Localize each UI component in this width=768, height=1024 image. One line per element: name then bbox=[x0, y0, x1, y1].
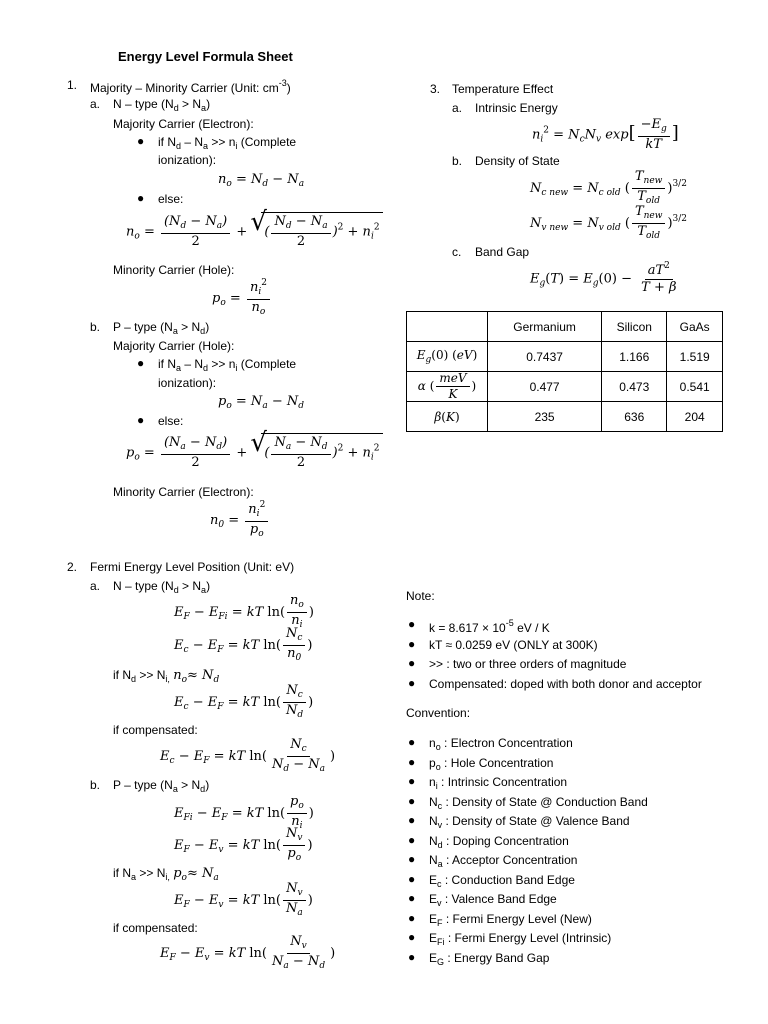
bullet-icon: ● bbox=[408, 755, 416, 769]
formula-ef-ev-p: $E_F - E_v$ = kT ln( $\frac{N_v}{p_o}$ ) bbox=[174, 826, 313, 863]
condition-na-text: if $N_a >> N_{i,}$ $p_o\approx N_a$ bbox=[113, 866, 219, 883]
convention-item: $E_v$ : Valence Band Edge bbox=[429, 892, 557, 908]
section-3-heading: Temperature Effect bbox=[452, 82, 554, 96]
bullet-icon: ● bbox=[408, 872, 416, 886]
section-3-number: 3. bbox=[430, 82, 441, 96]
section-1-heading: Majority – Minority Carrier (Unit: $cm^{-3}$) bbox=[90, 78, 291, 95]
section-3c-label: c. bbox=[452, 245, 462, 259]
bullet-icon: ● bbox=[408, 930, 416, 944]
table-cell: 1.166 bbox=[602, 342, 667, 372]
section-3c-heading: Band Gap bbox=[475, 245, 530, 259]
formula-no-complete: $n_o = N_d - N_a$ bbox=[218, 172, 305, 189]
formula-nv-new: $N_{v new} = N_{v old}$ ( $\frac{T_{new}}{T_{old}}$ )$^{3/2}$ bbox=[530, 204, 688, 241]
table-cell: 1.519 bbox=[667, 342, 723, 372]
bullet-icon: ● bbox=[137, 413, 145, 427]
formula-po-minority: $p_o$ = $\frac{n_i^2}{n_o}$ bbox=[212, 279, 272, 318]
bullet-icon: ● bbox=[408, 676, 416, 690]
formula-ef-ev-na: $E_F - E_v$ = kT ln( $\frac{N_v}{N_a}$ ) bbox=[174, 881, 313, 918]
else-label: else: bbox=[158, 192, 184, 206]
section-1-number: 1. bbox=[67, 78, 78, 92]
section-1b-heading: P – type $(N_a > N_d)$ bbox=[113, 320, 210, 336]
section-2-number: 2. bbox=[67, 560, 78, 574]
formula-po-complete: $p_o = N_a - N_d$ bbox=[218, 394, 305, 411]
formula-no-general: $n_o$ = $\frac{(N_d - N_a)}{2}$ + √ ( $\frac{N_d - N_a}{2}$ )$^2 + n_i^2$ bbox=[126, 212, 383, 249]
note-item: kT ≈ 0.0259 eV (ONLY at 300K) bbox=[429, 638, 598, 652]
note-item: $k = 8.617 \times 10^{-5}$ eV / K bbox=[429, 618, 550, 635]
formula-ef-efi: $E_F - E_{Fi}$ = kT ln( $\frac{n_o}{n_i}$ ) bbox=[174, 593, 314, 630]
row-label-alpha: α ( $\frac{\text{meV}}{K}$ ) bbox=[407, 372, 488, 402]
table-cell: 0.477 bbox=[488, 372, 602, 402]
condition-nd-text: if $N_d >> N_{i,}$ $n_o\approx N_d$ bbox=[113, 668, 220, 685]
table-header-cell: Silicon bbox=[602, 312, 667, 342]
bullet-icon: ● bbox=[408, 617, 416, 631]
convention-item: $E_c$ : Conduction Band Edge bbox=[429, 873, 575, 889]
formula-ec-ef-n: $E_c - E_F$ = kT ln( $\frac{N_c}{n_0}$ ) bbox=[174, 626, 313, 663]
majority-carrier-hole-label: Majority Carrier (Hole): bbox=[113, 339, 235, 353]
formula-ec-ef-nd: $E_c - E_F$ = kT ln( $\frac{N_c}{N_d}$ ) bbox=[174, 683, 314, 720]
formula-no-minority: $n_0$ = $\frac{n_i^2}{p_o}$ bbox=[210, 501, 270, 540]
condition-text: if $N_d - N_a >> n_i$ (Complete bbox=[158, 135, 297, 151]
table-cell: 204 bbox=[667, 402, 723, 432]
convention-title: Convention: bbox=[406, 706, 471, 720]
formula-ec-ef-comp: $E_c - E_F$ = kT ln( $\frac{N_c}{N_d - N_a}$ ) bbox=[160, 737, 336, 774]
convention-item: $N_v$ : Density of State @ Valence Band bbox=[429, 814, 630, 830]
bullet-icon: ● bbox=[408, 813, 416, 827]
bullet-icon: ● bbox=[408, 911, 416, 925]
section-2-heading: Fermi Energy Level Position (Unit: eV) bbox=[90, 560, 295, 574]
bullet-icon: ● bbox=[408, 852, 416, 866]
table-header-cell: Germanium bbox=[488, 312, 602, 342]
else-label: else: bbox=[158, 414, 184, 428]
convention-item: $E_G$ : Energy Band Gap bbox=[429, 951, 550, 967]
condition-text-cont: ionization): bbox=[158, 153, 217, 167]
compensated-label: if compensated: bbox=[113, 921, 198, 935]
table-header-row bbox=[407, 312, 723, 342]
row-label-eg0: $E_g(0)$ (eV) bbox=[407, 342, 488, 372]
bullet-icon: ● bbox=[408, 950, 416, 964]
section-1b-label: b. bbox=[90, 320, 101, 334]
table-header-cell: GaAs bbox=[667, 312, 723, 342]
table-cell: 636 bbox=[602, 402, 667, 432]
bullet-icon: ● bbox=[408, 735, 416, 749]
formula-ef-ev-comp: $E_F - E_v$ = kT ln( $\frac{N_v}{N_a - N_d}$ ) bbox=[160, 934, 336, 971]
note-title: Note: bbox=[406, 589, 435, 603]
section-3b-label: b. bbox=[452, 154, 463, 168]
table-cell: 235 bbox=[488, 402, 602, 432]
convention-item: $n_o$ : Electron Concentration bbox=[429, 736, 573, 752]
minority-carrier-electron-label: Minority Carrier (Electron): bbox=[113, 485, 254, 499]
note-item: Compensated: doped with both donor and acceptor bbox=[429, 677, 702, 691]
bullet-icon: ● bbox=[137, 191, 145, 205]
condition-text: if $N_a - N_d >> n_i$ (Complete bbox=[158, 357, 297, 373]
condition-text-cont: ionization): bbox=[158, 376, 217, 390]
bullet-icon: ● bbox=[137, 134, 145, 148]
section-1a-heading: N – type $(N_d > N_a)$ bbox=[113, 97, 211, 113]
formula-nc-new: $N_{c new} = N_{c old}$ ( $\frac{T_{new}}{T_{old}}$ )$^{3/2}$ bbox=[530, 169, 687, 206]
bullet-icon: ● bbox=[408, 891, 416, 905]
note-item: >> : two or three orders of magnitude bbox=[429, 657, 627, 671]
formula-efi-ef: $E_{Fi} - E_F$ = kT ln( $\frac{p_o}{n_i}$ ) bbox=[174, 794, 314, 831]
section-2b-heading: P – type $(N_a > N_d)$ bbox=[113, 778, 210, 794]
convention-item: $p_o$ : Hole Concentration bbox=[429, 756, 554, 772]
table-row bbox=[407, 342, 723, 372]
table-row bbox=[407, 402, 723, 432]
table-row bbox=[407, 372, 723, 402]
page-title: Energy Level Formula Sheet bbox=[118, 49, 293, 64]
bullet-icon: ● bbox=[408, 637, 416, 651]
bullet-icon: ● bbox=[137, 356, 145, 370]
table-header-cell bbox=[407, 312, 488, 342]
formula-po-general: $p_o$ = $\frac{(N_a - N_d)}{2}$ + √ ( $\frac{N_a - N_d}{2}$ )$^2 + n_i^2$ bbox=[126, 433, 383, 470]
section-2a-heading: N – type $(N_d > N_a)$ bbox=[113, 579, 211, 595]
bullet-icon: ● bbox=[408, 794, 416, 808]
minority-carrier-hole-label: Minority Carrier (Hole): bbox=[113, 263, 235, 277]
compensated-label: if compensated: bbox=[113, 723, 198, 737]
majority-carrier-electron-label: Majority Carrier (Electron): bbox=[113, 117, 254, 131]
convention-item: $N_c$ : Density of State @ Conduction Band bbox=[429, 795, 648, 811]
bullet-icon: ● bbox=[408, 833, 416, 847]
formula-band-gap: $E_g(T) = E_g(0)$ − $\frac{aT^2}{T + \beta}$ bbox=[530, 261, 677, 296]
convention-item: $E_F$ : Fermi Energy Level (New) bbox=[429, 912, 592, 928]
section-2a-label: a. bbox=[90, 579, 101, 593]
table-cell: 0.541 bbox=[667, 372, 723, 402]
section-3a-heading: Intrinsic Energy bbox=[475, 101, 558, 115]
bullet-icon: ● bbox=[408, 774, 416, 788]
convention-item: $E_{Fi}$ : Fermi Energy Level (Intrinsic) bbox=[429, 931, 612, 947]
bullet-icon: ● bbox=[408, 656, 416, 670]
material-constants-table bbox=[406, 311, 723, 432]
section-3a-label: a. bbox=[452, 101, 463, 115]
convention-item: $N_a$ : Acceptor Concentration bbox=[429, 853, 578, 869]
formula-ni-squared: $n_i^2 = N_cN_v$ exp[ $\frac{-E_g}{kT}$ ] bbox=[532, 117, 679, 152]
convention-item: $n_i$ : Intrinsic Concentration bbox=[429, 775, 568, 791]
row-label-beta: β(K) bbox=[407, 402, 488, 432]
section-1a-label: a. bbox=[90, 97, 101, 111]
convention-item: $N_d$ : Doping Concentration bbox=[429, 834, 569, 850]
section-2b-label: b. bbox=[90, 778, 101, 792]
table-cell: 0.7437 bbox=[488, 342, 602, 372]
table-cell: 0.473 bbox=[602, 372, 667, 402]
section-3b-heading: Density of State bbox=[475, 154, 560, 168]
